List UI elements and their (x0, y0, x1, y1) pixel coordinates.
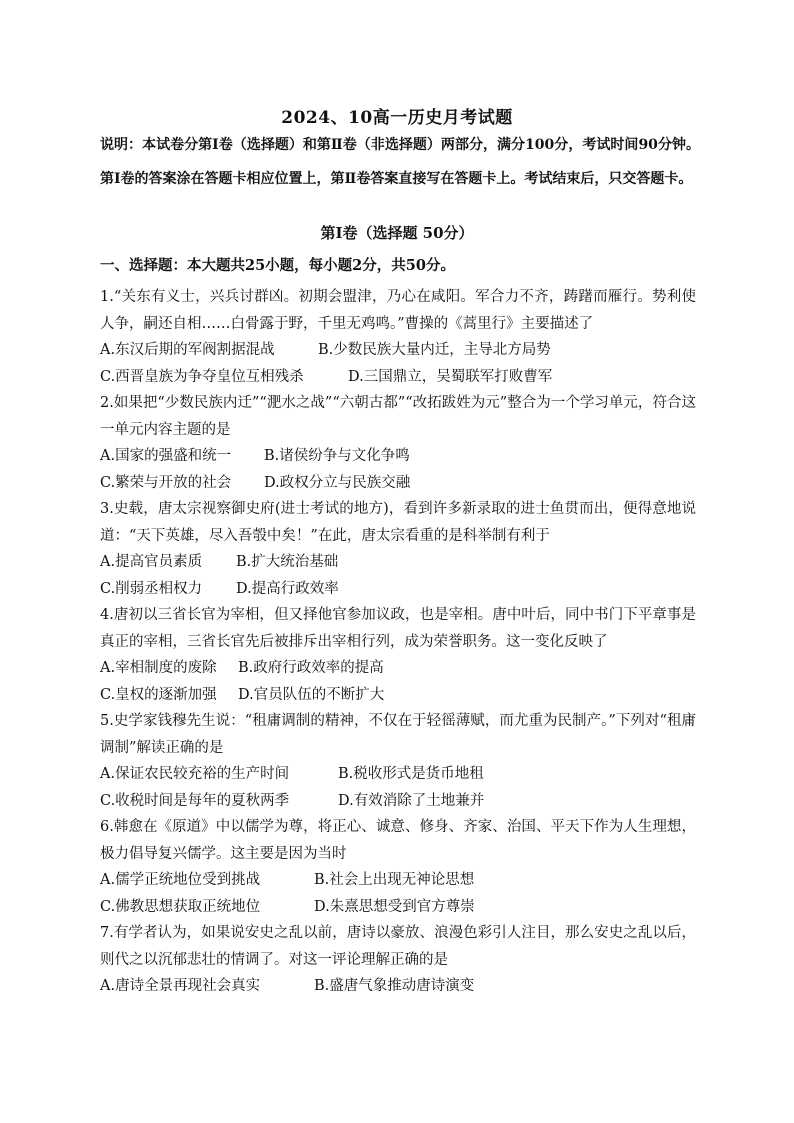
option-b: B.扩大统治基础 (236, 554, 339, 570)
option-c: C.皇权的逐渐加强 (100, 686, 217, 703)
option-b: B.税收形式是货币地租 (338, 766, 484, 782)
question (100, 602, 696, 708)
option-b: B.诸侯纷争与文化争鸣 (264, 448, 410, 464)
option-a: A.保证农民较充裕的生产时间 (100, 766, 290, 782)
option-d: D.三国鼎立，吴蜀联军打败曹军 (348, 368, 553, 385)
question-stem: 3.史载，唐太宗视察御史府(进士考试的地方)，看到许多新录取的进士鱼贯而出，便得意地说道：“天下英雄，尽入吾彀中矣！”在此，唐太宗看重的是科举制有利于 (100, 501, 696, 544)
option-b: B.少数民族大量内迁，主导北方局势 (318, 342, 551, 358)
question (100, 920, 696, 1000)
option-a: A.宰相制度的废除 (100, 660, 217, 676)
question (100, 284, 696, 390)
option-c: C.西晋皇族为争夺皇位互相残杀 (100, 368, 304, 385)
question-stem: 4.唐初以三省长官为宰相，但又择他官参加议政，也是宰相。唐中叶后，同中书门下平章事是真正的宰相，三省长官先后被排斥出宰相行列，成为荣誉职务。这一变化反映了 (100, 607, 696, 650)
option-d: D.朱熹思想受到官方尊崇 (314, 898, 475, 915)
section-title: 第Ⅰ卷（选择题 50分） (320, 224, 474, 242)
option-b: B.盛唐气象推动唐诗演变 (314, 978, 475, 994)
option-c: C.削弱丞相权力 (100, 580, 203, 597)
option-row (100, 470, 696, 497)
exam-title: 2024、10高一历史月考试题 (281, 108, 513, 128)
question (100, 496, 696, 602)
option-row (100, 655, 696, 682)
option-b: B.政府行政效率的提高 (238, 660, 384, 676)
option-row (100, 337, 696, 364)
question-stem: 5.史学家钱穆先生说：“租庸调制的精神，不仅在于轻徭薄赋，而尤重为民制产。”下列对“租庸调制”解读正确的是 (100, 713, 696, 756)
option-b: B.社会上出现无神论思想 (314, 872, 475, 888)
question (100, 708, 696, 814)
option-row (100, 761, 696, 788)
option-d: D.政权分立与民族交融 (264, 474, 411, 491)
option-a: A.儒学正统地位受到挑战 (100, 872, 261, 888)
question-stem: 2.如果把“少数民族内迁”“淝水之战”“六朝古都”“改拓跋姓为元”整合为一个学习单元，符合这一单元内容主题的是 (100, 395, 696, 438)
option-d: D.提高行政效率 (236, 580, 339, 597)
option-c: C.收税时间是每年的夏秋两季 (100, 792, 290, 809)
option-row (100, 682, 696, 709)
option-c: C.繁荣与开放的社会 (100, 474, 232, 491)
option-a: A.唐诗全景再现社会真实 (100, 978, 261, 994)
question-stem: 7.有学者认为，如果说安史之乱以前，唐诗以豪放、浪漫色彩引人注目，那么安史之乱以后，则代之以沉郁悲壮的情调了。对这一评论理解正确的是 (100, 925, 696, 968)
part-heading: 一、选择题：本大题共25小题，每小题2分，共50分。 (100, 257, 455, 274)
option-row (100, 443, 696, 470)
option-a: A.提高官员素质 (100, 554, 203, 570)
question-stem: 6.韩愈在《原道》中以儒学为尊，将正心、诚意、修身、齐家、治国、平天下作为人生理想，极力倡导复兴儒学。这主要是因为当时 (100, 819, 696, 862)
question (100, 390, 696, 496)
option-row (100, 894, 696, 921)
option-row (100, 364, 696, 391)
option-row (100, 549, 696, 576)
option-a: A.东汉后期的军阀割据混战 (100, 342, 275, 358)
option-d: D.有效消除了土地兼并 (338, 792, 485, 809)
option-row (100, 973, 696, 1000)
question-list (100, 284, 696, 1000)
option-row (100, 867, 696, 894)
option-a: A.国家的强盛和统一 (100, 448, 232, 464)
option-row (100, 576, 696, 603)
option-c: C.佛教思想获取正统地位 (100, 898, 261, 915)
option-row (100, 788, 696, 815)
exam-instructions: 说明：本试卷分第Ⅰ卷（选择题）和第Ⅱ卷（非选择题）两部分，满分100分，考试时间90分钟。第Ⅰ卷的答案涂在答题卡相应位置上，第Ⅱ卷答案直接写在答题卡上。考试结束后，只交答题卡。 (100, 137, 700, 187)
question-stem: 1.“关东有义士，兴兵讨群凶。初期会盟津，乃心在咸阳。军合力不齐，踌躇而雁行。势利使人争，嗣还自相……白骨露于野，千里无鸡鸣。”曹操的《蒿里行》主要描述了 (100, 289, 696, 332)
option-d: D.官员队伍的不断扩大 (238, 686, 385, 703)
question (100, 814, 696, 920)
